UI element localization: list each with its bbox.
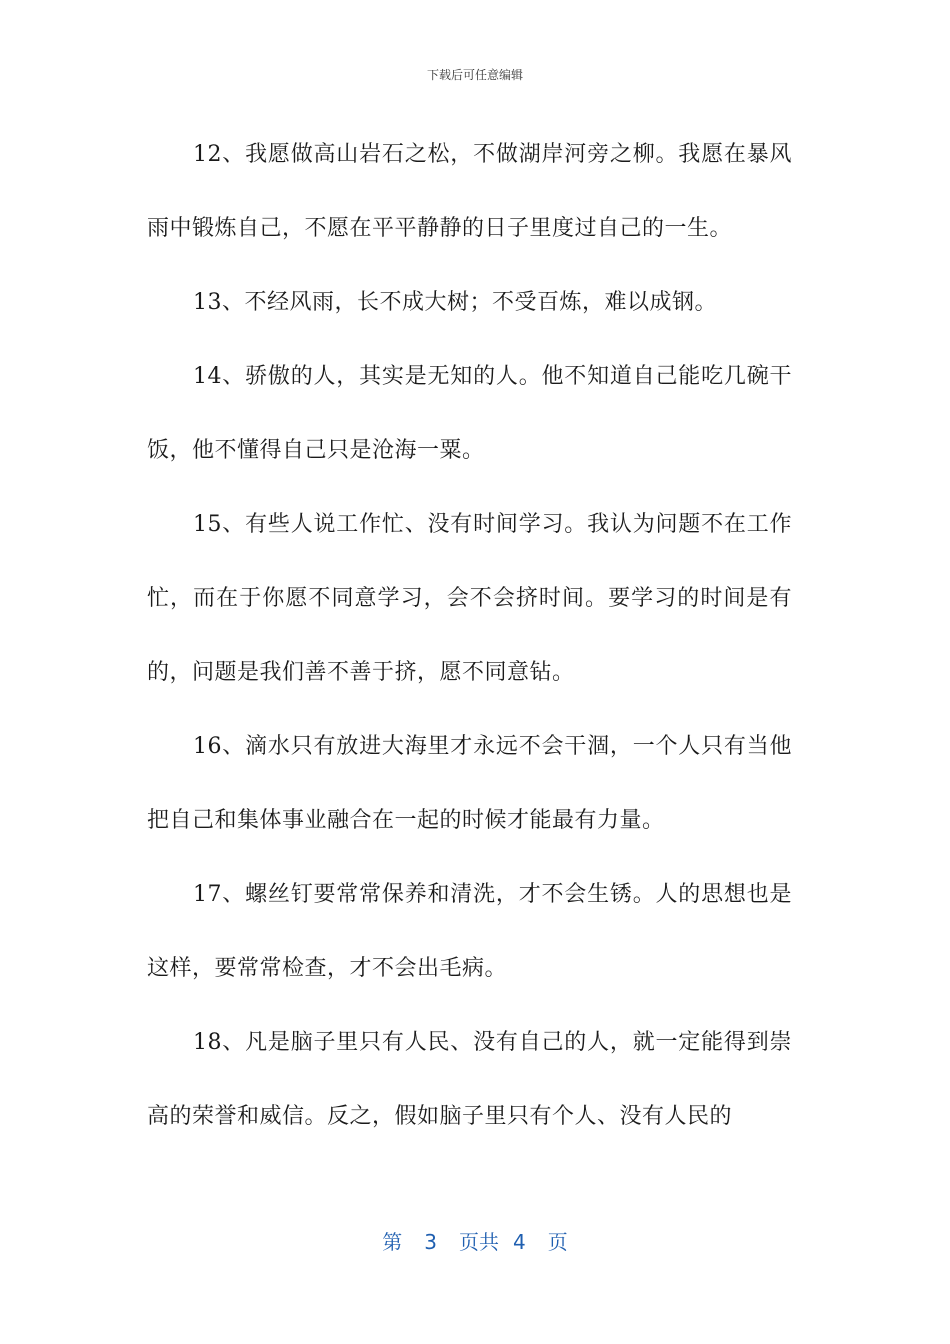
page-footer [0, 1226, 950, 1255]
footer-suffix: 页 [547, 1230, 568, 1254]
paragraph-16: 16、滴水只有放进大海里才永远不会干涸，一个人只有当他把自己和集体事业融合在一起的时候才能最有力量。 [147, 734, 792, 833]
paragraph-13: 13、不经风雨，长不成大树；不受百炼，难以成钢。 [193, 290, 717, 315]
footer-current-page: 3 [424, 1230, 437, 1254]
paragraph-18: 18、凡是脑子里只有人民、没有自己的人，就一定能得到崇高的荣誉和威信。反之，假如脑子里只有个人、没有人民的 [147, 1030, 792, 1129]
footer-middle: 页共 [459, 1230, 499, 1254]
footer-prefix: 第 [382, 1230, 403, 1254]
footer-total-pages: 4 [513, 1230, 526, 1254]
page-header: 下载后可任意编辑 [426, 68, 523, 82]
document-body [147, 118, 792, 1154]
paragraph-15: 15、有些人说工作忙、没有时间学习。我认为问题不在工作忙，而在于你愿不同意学习，会不会挤时间。要学习的时间是有的，问题是我们善不善于挤，愿不同意钻。 [147, 512, 792, 685]
paragraph-12: 12、我愿做高山岩石之松，不做湖岸河旁之柳。我愿在暴风雨中锻炼自己，不愿在平平静静的日子里度过自己的一生。 [147, 142, 792, 241]
paragraph-17: 17、螺丝钉要常常保养和清洗，才不会生锈。人的思想也是这样，要常常检查，才不会出毛病。 [147, 882, 792, 981]
paragraph-14: 14、骄傲的人，其实是无知的人。他不知道自己能吃几碗干饭，他不懂得自己只是沧海一粟。 [147, 364, 792, 463]
